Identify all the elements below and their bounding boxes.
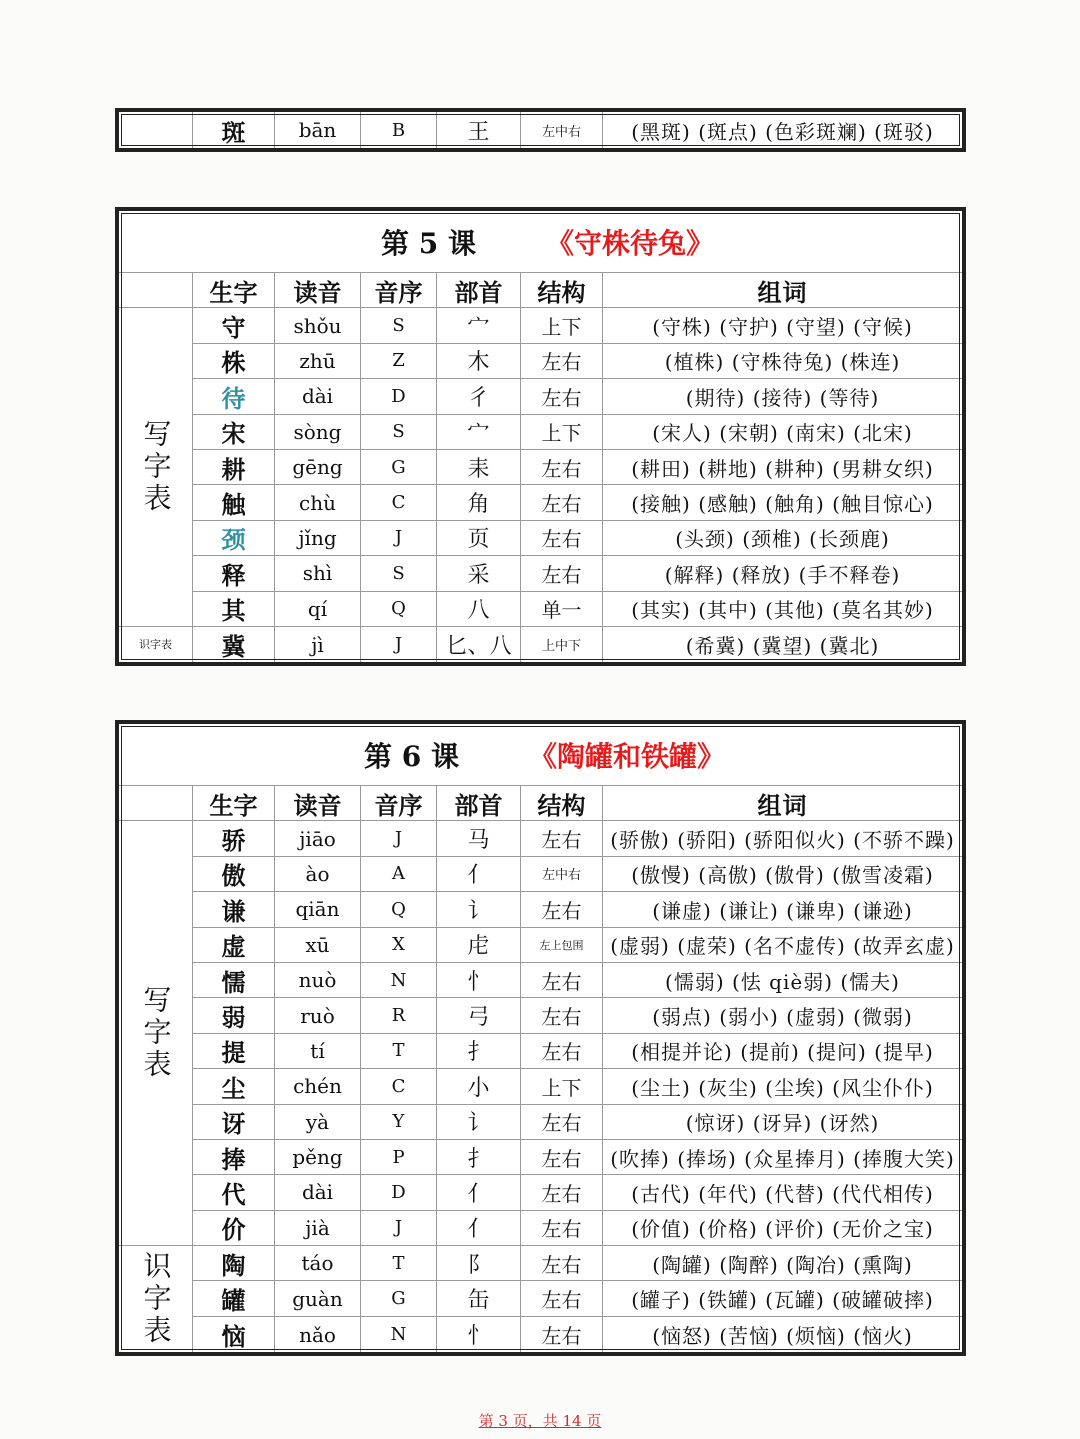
radical-cell: 页 [437, 521, 521, 555]
words-cell: (解释) (释放) (手不释卷) [664, 562, 901, 587]
read-table-label: 识字表 [139, 637, 172, 651]
table-row [193, 998, 962, 1033]
char-cell: 骄 [193, 821, 275, 855]
header-structure: 结构 [521, 786, 603, 820]
table-row [193, 521, 962, 556]
side-header-cell [119, 273, 193, 307]
pinyin-cell: chù [275, 485, 361, 519]
words-cell: (傲慢) (高傲) (傲骨) (傲雪凌霜) [631, 863, 934, 888]
letter-cell: P [361, 1140, 437, 1174]
structure-cell: 左中右 [521, 857, 603, 891]
header-structure: 结构 [521, 273, 603, 307]
char-cell: 陶 [193, 1246, 275, 1280]
char-cell: 其 [193, 592, 275, 626]
header-pinyin: 读音 [275, 273, 361, 307]
radical-cell: 王 [437, 112, 521, 148]
char-cell: 颈 [193, 521, 275, 555]
words-cell: (弱点) (弱小) (虚弱) (微弱) [652, 1005, 913, 1030]
radical-cell: 耒 [437, 450, 521, 484]
table-row [193, 415, 962, 450]
radical-cell: 扌 [437, 1140, 521, 1174]
header-radical: 部首 [437, 786, 521, 820]
letter-cell: T [361, 1034, 437, 1068]
letter-cell: S [361, 556, 437, 590]
letter-cell: A [361, 857, 437, 891]
table-row [193, 450, 962, 485]
structure-cell: 左右 [521, 1034, 603, 1068]
structure-cell: 上中下 [521, 627, 603, 662]
words-cell: (虚弱) (虚荣) (名不虚传) (故弄玄虚) [610, 934, 955, 959]
write-table-label: 写字表 [139, 419, 173, 516]
table-row [193, 1281, 962, 1316]
char-cell: 价 [193, 1211, 275, 1245]
char-cell: 株 [193, 344, 275, 378]
letter-cell: G [361, 1281, 437, 1315]
pinyin-cell: jì [275, 627, 361, 662]
table-row [119, 112, 962, 148]
structure-cell: 左右 [521, 485, 603, 519]
pinyin-cell: qiān [275, 892, 361, 926]
pinyin-cell: bān [275, 112, 361, 148]
words-cell: (耕田) (耕地) (耕种) (男耕女织) [631, 456, 934, 481]
letter-cell: C [361, 485, 437, 519]
table-row [193, 485, 962, 520]
letter-cell: N [361, 963, 437, 997]
char-cell: 宋 [193, 415, 275, 449]
lesson6-side-column [119, 821, 193, 1352]
radical-cell: 采 [437, 556, 521, 590]
radical-cell: 宀 [437, 415, 521, 449]
structure-cell: 左右 [521, 521, 603, 555]
char-cell: 待 [193, 379, 275, 413]
header-char: 生字 [193, 786, 275, 820]
radical-cell: 宀 [437, 308, 521, 342]
words-cell: (谦虚) (谦让) (谦卑) (谦逊) [652, 898, 913, 923]
table-row [193, 627, 962, 662]
letter-cell: X [361, 928, 437, 962]
table-row [193, 821, 962, 856]
pinyin-cell: ào [275, 857, 361, 891]
table-row [193, 379, 962, 414]
words-cell: (宋人) (宋朝) (南宋) (北宋) [652, 421, 913, 446]
table-row [193, 1140, 962, 1175]
char-cell: 斑 [193, 112, 275, 148]
table-row [193, 344, 962, 379]
pinyin-cell: dài [275, 1175, 361, 1209]
pinyin-cell: chén [275, 1069, 361, 1103]
header-words: 组词 [757, 277, 808, 307]
header-pinyin: 读音 [275, 786, 361, 820]
table-row [193, 857, 962, 892]
header-letter: 音序 [361, 273, 437, 307]
structure-cell: 左右 [521, 450, 603, 484]
letter-cell: J [361, 627, 437, 662]
header-words: 组词 [757, 790, 808, 820]
structure-cell: 左右 [521, 1175, 603, 1209]
lesson6-rows [193, 821, 962, 1352]
letter-cell: J [361, 821, 437, 855]
pinyin-cell: pěng [275, 1140, 361, 1174]
letter-cell: Q [361, 892, 437, 926]
char-cell: 释 [193, 556, 275, 590]
pinyin-cell: jiāo [275, 821, 361, 855]
radical-cell: 亻 [437, 857, 521, 891]
pinyin-cell: zhū [275, 344, 361, 378]
words-cell: (陶罐) (陶醉) (陶冶) (熏陶) [652, 1252, 913, 1277]
char-cell: 守 [193, 308, 275, 342]
table-row [193, 1246, 962, 1281]
letter-cell: Y [361, 1105, 437, 1139]
letter-cell: N [361, 1317, 437, 1352]
letter-cell: B [361, 112, 437, 148]
structure-cell: 上下 [521, 308, 603, 342]
char-cell: 代 [193, 1175, 275, 1209]
radical-cell: 小 [437, 1069, 521, 1103]
table-row [193, 308, 962, 343]
table-row [193, 1175, 962, 1210]
pinyin-cell: gēng [275, 450, 361, 484]
structure-cell: 左右 [521, 1281, 603, 1315]
radical-cell: 阝 [437, 1246, 521, 1280]
char-cell: 尘 [193, 1069, 275, 1103]
letter-cell: J [361, 521, 437, 555]
structure-cell: 左右 [521, 1140, 603, 1174]
structure-cell: 左右 [521, 998, 603, 1032]
words-cell: (吹捧) (捧场) (众星捧月) (捧腹大笑) [610, 1146, 955, 1171]
words-cell: (期待) (接待) (等待) [685, 385, 880, 410]
table-row [193, 963, 962, 998]
structure-cell: 单一 [521, 592, 603, 626]
pinyin-cell: ruò [275, 998, 361, 1032]
words-cell: (懦弱) (怯 qiè弱) (懦夫) [665, 969, 900, 994]
pinyin-cell: xū [275, 928, 361, 962]
letter-cell: D [361, 1175, 437, 1209]
radical-cell: 弓 [437, 998, 521, 1032]
header-radical: 部首 [437, 273, 521, 307]
words-cell: (相提并论) (提前) (提问) (提早) [631, 1040, 934, 1065]
table-row [193, 1105, 962, 1140]
structure-cell: 左中右 [521, 112, 603, 148]
words-cell: (黑斑) (斑点) (色彩斑斓) (斑驳) [631, 119, 934, 144]
structure-cell: 左右 [521, 1105, 603, 1139]
radical-cell: 扌 [437, 1034, 521, 1068]
read-table-label: 识字表 [139, 1251, 173, 1348]
char-cell: 冀 [193, 627, 275, 662]
lesson5-title-row [119, 211, 962, 273]
char-cell: 谦 [193, 892, 275, 926]
letter-cell: Z [361, 344, 437, 378]
radical-cell: 匕、八 [437, 627, 521, 662]
lesson5-body [119, 308, 962, 662]
pinyin-cell: shǒu [275, 308, 361, 342]
char-cell: 虚 [193, 928, 275, 962]
radical-cell: 彳 [437, 379, 521, 413]
table-row [193, 1034, 962, 1069]
lesson5-rows [193, 308, 962, 662]
radical-cell: 虍 [437, 928, 521, 962]
pinyin-cell: dài [275, 379, 361, 413]
radical-cell: 缶 [437, 1281, 521, 1315]
lesson5-write-label [119, 308, 192, 627]
structure-cell: 左右 [521, 963, 603, 997]
radical-cell: 忄 [437, 963, 521, 997]
structure-cell: 左右 [521, 556, 603, 590]
header-char: 生字 [193, 273, 275, 307]
lesson6-body [119, 821, 962, 1352]
words-cell: (希冀) (冀望) (冀北) [685, 634, 880, 659]
radical-cell: 讠 [437, 1105, 521, 1139]
pinyin-cell: shì [275, 556, 361, 590]
letter-cell: G [361, 450, 437, 484]
pinyin-cell: jǐng [275, 521, 361, 555]
radical-cell: 马 [437, 821, 521, 855]
structure-cell: 左右 [521, 344, 603, 378]
letter-cell: T [361, 1246, 437, 1280]
header-letter: 音序 [361, 786, 437, 820]
lesson5-book-title: 《守株待兔》 [545, 226, 714, 260]
lesson6-header-row [119, 786, 962, 821]
lesson6-book-title: 《陶罐和铁罐》 [528, 739, 725, 773]
lesson5-side-column [119, 308, 193, 662]
pinyin-cell: yà [275, 1105, 361, 1139]
lesson6-write-label [119, 821, 192, 1246]
words-cell: (罐子) (铁罐) (瓦罐) (破罐破摔) [631, 1288, 934, 1313]
words-cell: (古代) (年代) (代替) (代代相传) [631, 1181, 934, 1206]
pinyin-cell: qí [275, 592, 361, 626]
words-cell: (恼怒) (苦恼) (烦恼) (恼火) [652, 1324, 913, 1349]
char-cell: 罐 [193, 1281, 275, 1315]
letter-cell: D [361, 379, 437, 413]
table-row [193, 556, 962, 591]
radical-cell: 亻 [437, 1211, 521, 1245]
char-cell: 提 [193, 1034, 275, 1068]
radical-cell: 八 [437, 592, 521, 626]
char-cell: 恼 [193, 1317, 275, 1352]
char-cell: 傲 [193, 857, 275, 891]
structure-cell: 左上包围 [521, 928, 603, 962]
side-header-cell [119, 786, 193, 820]
lesson6-read-label [119, 1246, 192, 1352]
char-cell: 捧 [193, 1140, 275, 1174]
radical-cell: 亻 [437, 1175, 521, 1209]
pinyin-cell: jià [275, 1211, 361, 1245]
words-cell: (骄傲) (骄阳) (骄阳似火) (不骄不躁) [610, 828, 955, 853]
table-row [193, 928, 962, 963]
page-number: 第 3 页，共 14 页 [478, 1412, 602, 1430]
letter-cell: S [361, 308, 437, 342]
radical-cell: 忄 [437, 1317, 521, 1352]
char-cell: 耕 [193, 450, 275, 484]
table-row [193, 1069, 962, 1104]
char-cell: 弱 [193, 998, 275, 1032]
pinyin-cell: táo [275, 1246, 361, 1280]
structure-cell: 左右 [521, 892, 603, 926]
char-cell: 懦 [193, 963, 275, 997]
words-cell: (尘土) (灰尘) (尘埃) (风尘仆仆) [631, 1075, 934, 1100]
table-row [193, 592, 962, 627]
radical-cell: 角 [437, 485, 521, 519]
words-cell: (植株) (守株待兔) (株连) [664, 350, 901, 375]
structure-cell: 左右 [521, 1317, 603, 1352]
side-cell [119, 112, 193, 148]
lesson5-number: 第 5 课 [381, 226, 476, 260]
letter-cell: C [361, 1069, 437, 1103]
letter-cell: R [361, 998, 437, 1032]
lesson6-number: 第 6 课 [364, 739, 459, 773]
char-cell: 讶 [193, 1105, 275, 1139]
letter-cell: J [361, 1211, 437, 1245]
radical-cell: 讠 [437, 892, 521, 926]
structure-cell: 左右 [521, 379, 603, 413]
lesson6-table [115, 720, 966, 1356]
table-row [193, 1211, 962, 1246]
letter-cell: S [361, 415, 437, 449]
pinyin-cell: nuò [275, 963, 361, 997]
structure-cell: 左右 [521, 821, 603, 855]
letter-cell: Q [361, 592, 437, 626]
pinyin-cell: guàn [275, 1281, 361, 1315]
words-cell: (接触) (感触) (触角) (触目惊心) [631, 492, 934, 517]
table-row [193, 892, 962, 927]
words-cell: (价值) (价格) (评价) (无价之宝) [631, 1217, 934, 1242]
pinyin-cell: sòng [275, 415, 361, 449]
write-table-label: 写字表 [139, 985, 173, 1082]
char-cell: 触 [193, 485, 275, 519]
lesson5-read-label [119, 627, 192, 662]
structure-cell: 上下 [521, 415, 603, 449]
words-cell: (其实) (其中) (其他) (莫名其妙) [631, 598, 934, 623]
words-cell: (惊讶) (讶异) (讶然) [685, 1111, 880, 1136]
words-cell: (守株) (守护) (守望) (守候) [652, 315, 913, 340]
structure-cell: 左右 [521, 1211, 603, 1245]
lesson6-title-row [119, 724, 962, 786]
radical-cell: 木 [437, 344, 521, 378]
pinyin-cell: tí [275, 1034, 361, 1068]
prev-lesson-table-fragment [115, 108, 966, 152]
structure-cell: 左右 [521, 1246, 603, 1280]
lesson5-table [115, 207, 966, 666]
words-cell: (头颈) (颈椎) (长颈鹿) [675, 527, 890, 552]
pinyin-cell: nǎo [275, 1317, 361, 1352]
structure-cell: 上下 [521, 1069, 603, 1103]
lesson5-header-row [119, 273, 962, 308]
table-row [193, 1317, 962, 1352]
